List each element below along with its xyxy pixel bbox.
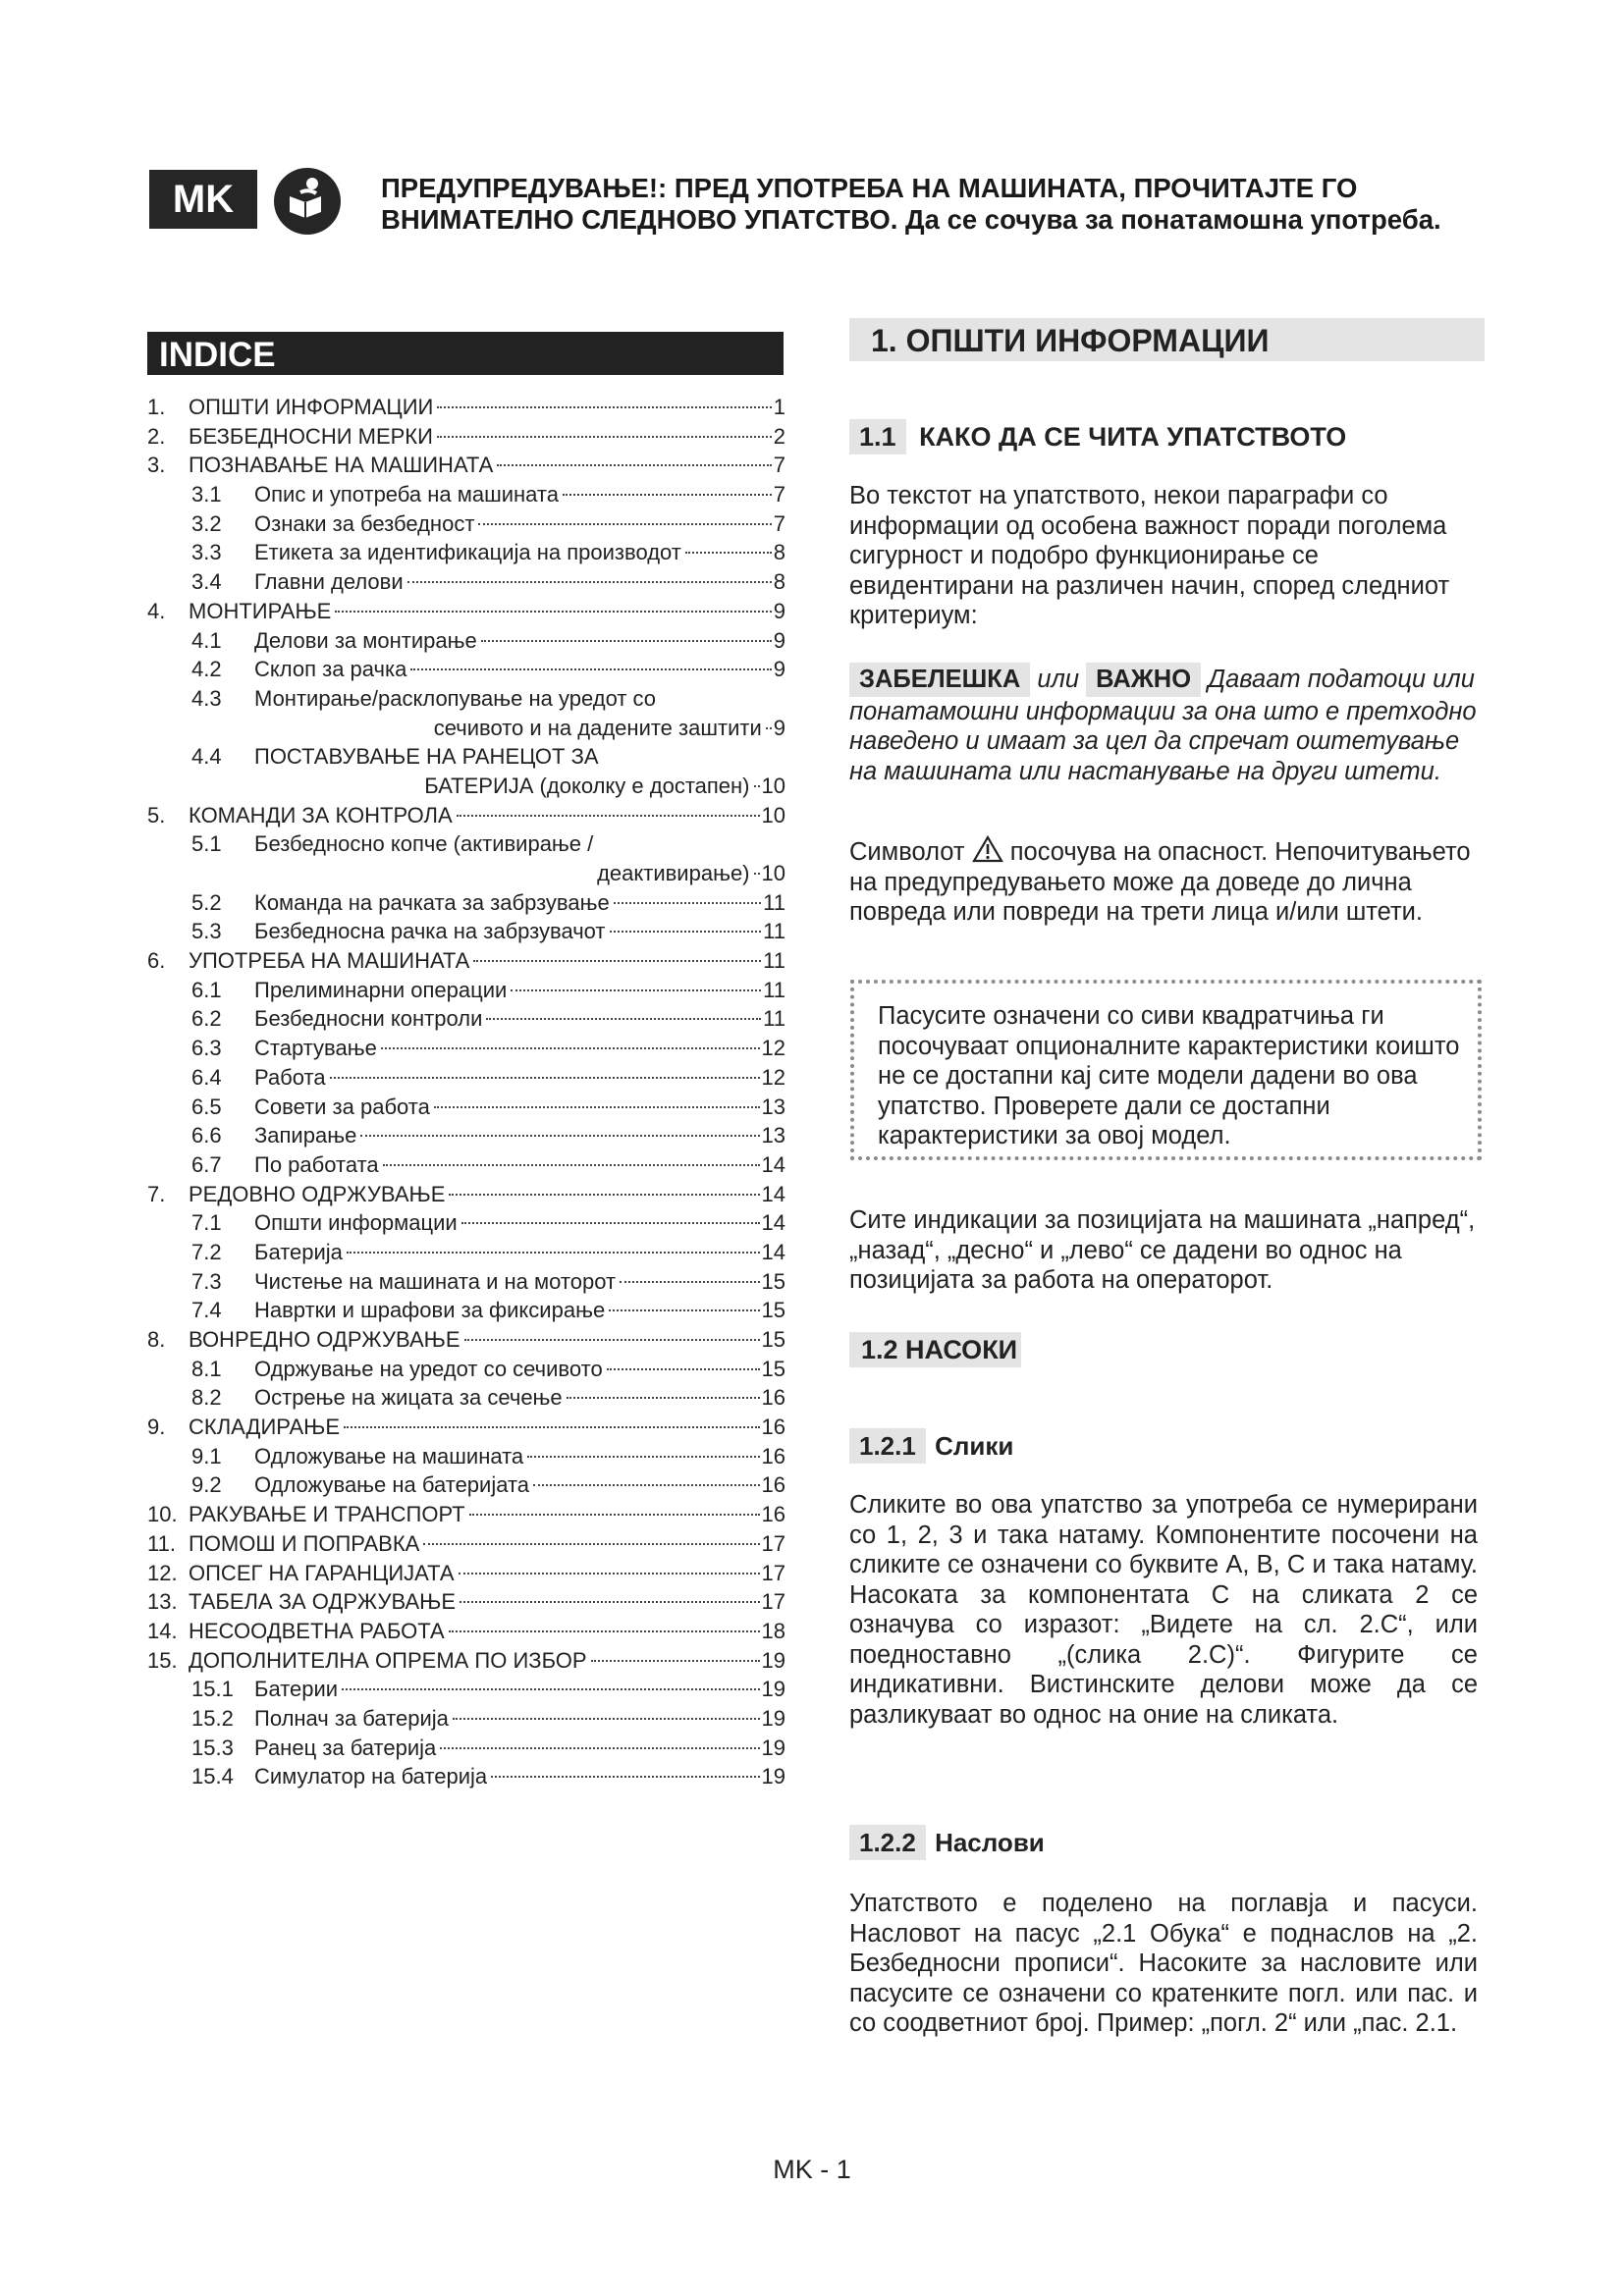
toc-dot-leader xyxy=(478,523,771,525)
toc-entry-page: 16 xyxy=(761,1472,785,1498)
toc-entry-page: 14 xyxy=(761,1210,785,1236)
toc-dot-leader xyxy=(360,1135,759,1137)
toc-dot-leader xyxy=(607,1368,760,1370)
toc-dot-leader xyxy=(457,815,760,817)
toc-entry-label: По работата xyxy=(254,1151,379,1177)
toc-dot-leader xyxy=(459,1573,760,1575)
section-1-2-2-heading xyxy=(849,1825,1045,1860)
toc-entry-label: Безбедносна рачка на забрзувачот xyxy=(254,919,606,944)
toc-dot-leader xyxy=(437,406,771,408)
toc-entry-page: 10 xyxy=(761,802,785,828)
toc-entry-page: 7 xyxy=(773,453,785,478)
toc-entry-label: БЕЗБЕДНОСНИ МЕРКИ xyxy=(189,423,433,449)
optional-features-box: Пасусите означени со сиви квадратчиња ги посочуваат опционалните карактеристики коишто не се достапни кај сите модели дадени во ова упатство. Проверете дали се достапни карактеристики за овој модел. xyxy=(850,980,1482,1160)
toc-entry-label: ВОНРЕДНО ОДРЖУВАЊЕ xyxy=(189,1327,460,1352)
read-manual-icon xyxy=(273,167,342,236)
toc-dot-leader xyxy=(342,1688,759,1690)
toc-dot-leader xyxy=(344,1426,759,1428)
toc-entry-page: 19 xyxy=(761,1647,785,1673)
toc-dot-leader xyxy=(407,581,772,583)
toc-entry xyxy=(147,567,785,597)
toc-entry xyxy=(147,1093,785,1122)
toc-entry-number: 7.2 xyxy=(191,1239,222,1264)
toc-entry xyxy=(147,1034,785,1063)
toc-dot-leader xyxy=(620,1281,759,1283)
note-or: или xyxy=(1037,666,1080,693)
toc-entry-label: Делови за монтирање xyxy=(254,627,477,653)
toc-entry xyxy=(147,1208,785,1238)
toc-entry xyxy=(147,1762,785,1791)
toc-dot-leader xyxy=(473,960,761,962)
toc-entry-page: 11 xyxy=(763,948,785,974)
toc-entry-number: 4.3 xyxy=(191,685,222,711)
toc-entry xyxy=(147,655,785,684)
toc-entry xyxy=(147,714,785,743)
toc-dot-leader xyxy=(533,1484,759,1486)
toc-dot-leader xyxy=(381,1047,760,1049)
figures-paragraph: Сликите во ова упатство за употреба се нумерирани со 1, 2, 3 и така натаму. Компонентите посочени на сликите се означени со буквите A, B, C и така натаму. Насоката за компонентата C на сликата 2 се означува со изразот: „Видете на сл. 2.C“, или поедноставно „(слика 2.C)“. Фигурите се индикативни. Вистинските делови може да се разликуваат во однос на оние на сликата. xyxy=(849,1491,1478,1729)
toc-entry-number: 6.5 xyxy=(191,1094,222,1119)
toc-entry-label: Одложување на батеријата xyxy=(254,1472,530,1498)
toc-entry-page: 16 xyxy=(761,1443,785,1468)
toc-entry-number: 14. xyxy=(147,1618,178,1643)
danger-paragraph xyxy=(849,835,1478,928)
toc-entry-number: 12. xyxy=(147,1560,178,1585)
toc-entry xyxy=(147,1442,785,1471)
toc-entry-page: 14 xyxy=(761,1151,785,1177)
toc-entry-label: БАТЕРИЈА (доколку е достапен) xyxy=(424,773,750,798)
index-title: INDICE xyxy=(147,332,784,375)
toc-entry-number: 9.2 xyxy=(191,1472,222,1498)
toc-entry-label: Запирање xyxy=(254,1123,357,1148)
toc-entry-label: Острење на жицата за сечење xyxy=(254,1385,563,1411)
toc-entry xyxy=(147,538,785,567)
toc-entry-page: 16 xyxy=(761,1502,785,1527)
toc-entry-page: 15 xyxy=(761,1298,785,1323)
toc-entry-label: Батерии xyxy=(254,1677,339,1702)
toc-entry xyxy=(147,393,785,422)
page-number: MK - 1 xyxy=(773,2155,851,2184)
toc-entry-label: Ранец за батерија xyxy=(254,1735,437,1760)
toc-entry-number: 15.1 xyxy=(191,1677,234,1702)
toc-entry-number: 5.1 xyxy=(191,831,222,857)
toc-entry xyxy=(147,1646,785,1676)
toc-entry-page: 15 xyxy=(761,1327,785,1352)
toc-entry-label: Одржување на уредот со сечивото xyxy=(254,1356,603,1381)
toc-entry xyxy=(147,859,785,888)
toc-dot-leader xyxy=(486,1018,761,1020)
toc-dot-leader xyxy=(766,727,772,729)
toc-entry xyxy=(147,1500,785,1529)
toc-entry-label: Чистење на машината и на моторот xyxy=(254,1268,617,1294)
toc-entry-number: 4.4 xyxy=(191,744,222,770)
toc-entry-number: 4.1 xyxy=(191,627,222,653)
toc-dot-leader xyxy=(685,552,772,554)
toc-dot-leader xyxy=(491,1776,759,1778)
toc-entry-page: 12 xyxy=(761,1036,785,1061)
toc-entry xyxy=(147,772,785,801)
toc-entry-page: 9 xyxy=(773,627,785,653)
toc-entry xyxy=(147,946,785,976)
toc-dot-leader xyxy=(440,1747,759,1749)
toc-entry-number: 9.1 xyxy=(191,1443,222,1468)
toc-entry xyxy=(147,742,785,772)
toc-entry-label: ПОЗНАВАЊЕ НА МАШИНАТА xyxy=(189,453,494,478)
section-1-2-1-number: 1.2.1 xyxy=(849,1428,926,1464)
toc-entry-number: 5.2 xyxy=(191,889,222,915)
toc-entry-label: Склоп за рачка xyxy=(254,657,407,682)
toc-dot-leader xyxy=(497,464,771,466)
toc-dot-leader xyxy=(383,1164,760,1166)
toc-entry-page: 13 xyxy=(761,1123,785,1148)
toc-dot-leader xyxy=(481,640,772,642)
toc-entry-label: Безбедносни контроли xyxy=(254,1006,483,1032)
toc-dot-leader xyxy=(437,436,772,438)
section-1-2-1-title: Слики xyxy=(935,1431,1014,1461)
toc-entry-label: деактивирање) xyxy=(597,861,750,885)
toc-entry-label: РЕДОВНО ОДРЖУВАЊЕ xyxy=(189,1181,446,1206)
toc-entry xyxy=(147,976,785,1005)
section-1-title: 1. ОПШТИ ИНФОРМАЦИИ xyxy=(849,318,1485,361)
toc-entry-page: 1 xyxy=(773,395,785,419)
section-1-1-number: 1.1 xyxy=(849,419,906,454)
toc-dot-leader xyxy=(469,1514,760,1516)
toc-dot-leader xyxy=(434,1106,760,1108)
toc-dot-leader xyxy=(754,873,760,875)
toc-dot-leader xyxy=(453,1718,760,1720)
toc-entry-page: 2 xyxy=(773,423,785,449)
toc-entry-label: ОПСЕГ НА ГАРАНЦИЈАТА xyxy=(189,1560,455,1585)
toc-entry-label: Безбедносно копче (активирање / xyxy=(254,831,594,857)
toc-entry xyxy=(147,1675,785,1704)
toc-dot-leader xyxy=(449,1630,760,1632)
toc-entry-number: 4.2 xyxy=(191,657,222,682)
toc-dot-leader xyxy=(563,494,772,496)
toc-entry-page: 17 xyxy=(761,1530,785,1556)
toc-entry-number: 6.4 xyxy=(191,1064,222,1090)
toc-entry-label: ОПШТИ ИНФОРМАЦИИ xyxy=(189,395,434,419)
toc-dot-leader xyxy=(614,902,761,904)
toc-entry xyxy=(147,1180,785,1209)
toc-entry-label: Прелиминарни операции xyxy=(254,977,508,1002)
toc-entry xyxy=(147,1559,785,1588)
toc-dot-leader xyxy=(527,1456,759,1458)
toc-entry-label: Општи информации xyxy=(254,1210,458,1236)
toc-entry-page: 16 xyxy=(761,1415,785,1440)
toc-entry xyxy=(147,1529,785,1559)
toc-dot-leader xyxy=(464,1339,760,1341)
toc-entry-number: 6.3 xyxy=(191,1036,222,1061)
toc-entry-number: 7.4 xyxy=(191,1298,222,1323)
directions-paragraph: Сите индикации за позицијата на машината „напред“, „назад“, „десно“ и „лево“ се дадени во однос на позицијата за работа на операторот. xyxy=(849,1206,1476,1294)
warning-header xyxy=(381,173,1559,236)
toc-entry-page: 19 xyxy=(761,1764,785,1789)
toc-entry-label: Монтирање/расклопување на уредот со xyxy=(254,685,656,711)
note-tag: ЗАБЕЛЕШКА xyxy=(849,663,1030,697)
toc-entry-number: 7.3 xyxy=(191,1268,222,1294)
toc-entry-page: 8 xyxy=(773,540,785,565)
toc-dot-leader xyxy=(567,1397,760,1399)
toc-entry-page: 15 xyxy=(761,1356,785,1381)
toc-entry-label: Команда на рачката за забрзување xyxy=(254,889,610,915)
toc-entry-label: ТАБЕЛА ЗА ОДРЖУВАЊЕ xyxy=(189,1589,457,1615)
toc-entry-number: 8.2 xyxy=(191,1385,222,1411)
section-1-2-2-title: Наслови xyxy=(935,1828,1045,1857)
danger-after: посочува на опасност. Непочитувањето на предупредувањето може да доведе до лична повреда или повреди на трети лица и/или штети. xyxy=(849,838,1471,926)
toc-entry-page: 9 xyxy=(773,715,785,740)
section-1-2-2-number: 1.2.2 xyxy=(849,1825,926,1860)
toc-entry-label: Навртки и шрафови за фиксирање xyxy=(254,1298,606,1323)
warning-line-2: ВНИМАТЕЛНО СЛЕДНОВО УПАТСТВО. Да се сочува за понатамошна употреба. xyxy=(381,204,1441,235)
toc-entry-page: 18 xyxy=(761,1618,785,1643)
toc-dot-leader xyxy=(423,1543,759,1545)
toc-entry xyxy=(147,1325,785,1355)
toc-dot-leader xyxy=(330,1077,760,1079)
toc-entry-number: 2. xyxy=(147,423,166,449)
toc-entry-label: Батерија xyxy=(254,1239,343,1264)
toc-entry xyxy=(147,626,785,656)
note-text: Даваат податоци или понатамошни информации за она што е претходно наведено и имаат за цел да спречат оштетување на машината или настанување на други штети. xyxy=(849,666,1477,785)
toc-entry xyxy=(147,509,785,539)
toc-entry-number: 6.2 xyxy=(191,1006,222,1032)
toc-entry-page: 10 xyxy=(761,861,785,885)
toc-entry-label: сечивото и на дадените заштити xyxy=(433,715,762,740)
toc-entry-number: 8.1 xyxy=(191,1356,222,1381)
toc-entry-page: 16 xyxy=(761,1385,785,1411)
toc-entry xyxy=(147,684,785,714)
toc-entry-page: 11 xyxy=(763,977,785,1002)
danger-before: Символот xyxy=(849,838,965,866)
toc-entry-number: 3.4 xyxy=(191,569,222,595)
toc-entry-label: УПОТРЕБА НА МАШИНАТА xyxy=(189,948,470,974)
toc-entry-label: Главни делови xyxy=(254,569,404,595)
section-1-1-heading xyxy=(849,419,1346,454)
toc-entry xyxy=(147,1413,785,1442)
toc-entry-number: 15.3 xyxy=(191,1735,234,1760)
toc-entry-page: 11 xyxy=(763,1006,785,1032)
section-1-2-title: 1.2 НАСОКИ xyxy=(849,1332,1021,1367)
toc-entry-number: 13. xyxy=(147,1589,178,1615)
toc-entry-number: 3.1 xyxy=(191,482,222,507)
toc-entry-label: ПОСТАВУВАЊЕ НА РАНЕЦОТ ЗА xyxy=(254,744,599,770)
toc-entry xyxy=(147,1150,785,1180)
toc-entry-label: Работа xyxy=(254,1064,326,1090)
section-1-2-heading xyxy=(849,1332,1021,1367)
section-1-2-1-heading xyxy=(849,1428,1013,1464)
toc-dot-leader xyxy=(591,1660,760,1662)
toc-entry xyxy=(147,1121,785,1150)
toc-dot-leader xyxy=(460,1601,759,1603)
toc-entry-label: РАКУВАЊЕ И ТРАНСПОРТ xyxy=(189,1502,465,1527)
toc-entry xyxy=(147,1470,785,1500)
intro-paragraph: Во текстот на упатството, некои параграфи со информации од особена важност поради поголема сигурност и подобро функционирање се евидентирани на различен начин, според следниот критериум: xyxy=(849,482,1450,629)
toc-entry-page: 19 xyxy=(761,1677,785,1702)
language-badge: MK xyxy=(149,170,257,229)
toc-entry-label: Полнач за батерија xyxy=(254,1705,449,1731)
toc-entry-label: Симулатор на батерија xyxy=(254,1764,488,1789)
toc-entry xyxy=(147,1587,785,1617)
toc-entry-page: 19 xyxy=(761,1705,785,1731)
toc-entry xyxy=(147,451,785,480)
toc-entry-page: 14 xyxy=(761,1239,785,1264)
toc-entry-page: 13 xyxy=(761,1094,785,1119)
toc-entry-number: 7.1 xyxy=(191,1210,222,1236)
toc-entry-number: 3.3 xyxy=(191,540,222,565)
toc-entry-number: 5. xyxy=(147,802,166,828)
table-of-contents xyxy=(147,393,785,1791)
toc-entry xyxy=(147,917,785,946)
important-tag: ВАЖНО xyxy=(1086,663,1201,697)
toc-dot-leader xyxy=(610,931,762,933)
toc-entry-page: 17 xyxy=(761,1589,785,1615)
toc-entry-page: 17 xyxy=(761,1560,785,1585)
toc-entry xyxy=(147,1617,785,1646)
toc-entry-number: 15.2 xyxy=(191,1705,234,1731)
toc-entry-label: ДОПОЛНИТЕЛНА ОПРЕМА ПО ИЗБОР xyxy=(189,1647,587,1673)
warning-line-1: ПРЕДУПРЕДУВАЊЕ!: ПРЕД УПОТРЕБА НА МАШИНАТА, ПРОЧИТАЈТЕ ГО xyxy=(381,173,1358,203)
toc-entry xyxy=(147,1383,785,1413)
toc-entry-page: 19 xyxy=(761,1735,785,1760)
toc-entry-label: МОНТИРАЊЕ xyxy=(189,598,332,623)
toc-entry-label: Совети за работа xyxy=(254,1094,430,1119)
toc-entry xyxy=(147,801,785,830)
toc-entry xyxy=(147,1063,785,1093)
toc-dot-leader xyxy=(410,668,771,670)
toc-entry-label: Опис и употреба на машината xyxy=(254,482,559,507)
toc-entry-page: 9 xyxy=(773,598,785,623)
toc-entry-label: Стартување xyxy=(254,1036,377,1061)
toc-entry-label: НЕСООДВЕТНА РАБОТА xyxy=(189,1618,445,1643)
toc-entry-label: СКЛАДИРАЊЕ xyxy=(189,1415,341,1440)
toc-entry-label: КОМАНДИ ЗА КОНТРОЛА xyxy=(189,802,453,828)
toc-entry-page: 12 xyxy=(761,1064,785,1090)
toc-entry-page: 7 xyxy=(773,482,785,507)
toc-entry-page: 10 xyxy=(761,773,785,798)
toc-entry-number: 15.4 xyxy=(191,1764,234,1789)
note-paragraph xyxy=(849,663,1478,786)
toc-entry-number: 3. xyxy=(147,453,166,478)
toc-entry-page: 8 xyxy=(773,569,785,595)
toc-entry xyxy=(147,829,785,859)
toc-entry xyxy=(147,1734,785,1763)
toc-entry-number: 1. xyxy=(147,395,166,419)
toc-entry-label: Етикета за идентификација на производот xyxy=(254,540,681,565)
toc-entry-page: 11 xyxy=(763,889,785,915)
toc-dot-leader xyxy=(511,989,761,991)
toc-dot-leader xyxy=(461,1222,760,1224)
toc-entry xyxy=(147,1238,785,1267)
toc-entry-page: 11 xyxy=(763,919,785,944)
toc-entry-number: 3.2 xyxy=(191,510,222,536)
toc-entry xyxy=(147,597,785,626)
toc-entry xyxy=(147,888,785,918)
toc-dot-leader xyxy=(347,1252,760,1254)
toc-entry xyxy=(147,1355,785,1384)
toc-entry xyxy=(147,480,785,509)
toc-entry-page: 9 xyxy=(773,657,785,682)
toc-entry-label: ПОМОШ И ПОПРАВКА xyxy=(189,1530,420,1556)
toc-entry-label: Одложување на машината xyxy=(254,1443,524,1468)
toc-dot-leader xyxy=(754,785,760,787)
toc-entry-number: 8. xyxy=(147,1327,166,1352)
toc-dot-leader xyxy=(609,1309,759,1311)
toc-entry-number: 11. xyxy=(147,1530,176,1556)
toc-entry-page: 7 xyxy=(773,510,785,536)
toc-entry-number: 10. xyxy=(147,1502,178,1527)
toc-entry-number: 15. xyxy=(147,1647,178,1673)
toc-entry-page: 15 xyxy=(761,1268,785,1294)
warning-triangle-icon xyxy=(972,835,1003,863)
toc-entry-number: 6.7 xyxy=(191,1151,222,1177)
toc-entry-page: 14 xyxy=(761,1181,785,1206)
toc-entry xyxy=(147,1704,785,1734)
section-1-1-title: КАКО ДА СЕ ЧИТА УПАТСТВОТО xyxy=(919,422,1347,452)
toc-dot-leader xyxy=(449,1194,759,1196)
toc-entry xyxy=(147,422,785,452)
toc-entry-number: 6. xyxy=(147,948,166,974)
toc-entry-number: 7. xyxy=(147,1181,166,1206)
toc-entry-number: 4. xyxy=(147,598,166,623)
toc-entry-number: 5.3 xyxy=(191,919,222,944)
toc-entry xyxy=(147,1267,785,1297)
toc-entry-number: 6.6 xyxy=(191,1123,222,1148)
titles-paragraph: Упатството е поделено на поглавја и пасуси. Насловот на пасус „2.1 Обука“ е поднаслов на „2. Безбедносни прописи“. Насоките за насловите или пасусите се означени со кратенките погл. или пас. и со соодветниот број. Пример: „погл. 2“ или „пас. 2.1. xyxy=(849,1890,1478,2037)
toc-entry-number: 9. xyxy=(147,1415,166,1440)
toc-entry xyxy=(147,1004,785,1034)
toc-dot-leader xyxy=(335,611,771,613)
toc-entry-number: 6.1 xyxy=(191,977,222,1002)
toc-entry-label: Ознаки за безбедност xyxy=(254,510,475,536)
toc-entry xyxy=(147,1296,785,1325)
